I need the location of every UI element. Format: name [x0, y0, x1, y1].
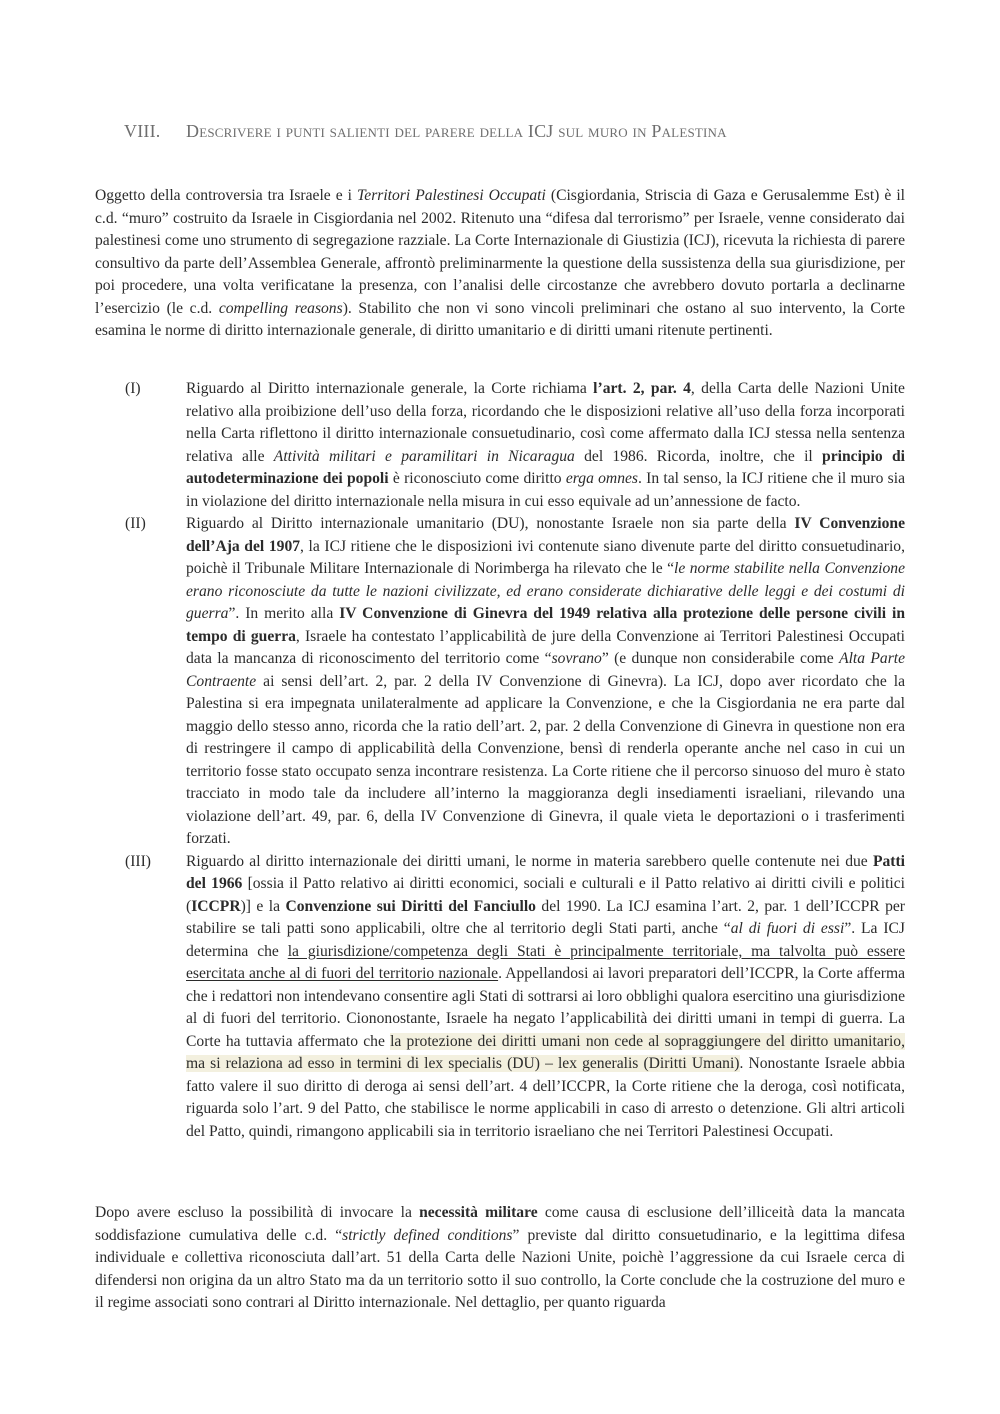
text-run: come causa di esclusione dell’illiceità data la mancata soddisfazione cumulativa delle c.d. “	[95, 1204, 905, 1244]
text-run: del 1990. La ICJ esamina l’art. 2, par. 1 dell’ICCPR per stabilire se tali patti sono applicabili, oltre che al territorio degli Stati parti, anche “	[186, 897, 906, 937]
text-run: le norme stabilite nella Convenzione erano riconosciute da tutte le nazioni civilizzate, ed erano considerate dichiarative delle leggi e dei costumi di guerra	[186, 560, 905, 622]
text-run: [ossia il Patto relativo ai diritti economici, sociali e culturali e il Patto relativo ai diritti civili e politici (	[186, 875, 905, 915]
text-run: IV Convenzione di Ginevra del 1949 relativa alla protezione delle persone civili in tempo di guerra	[186, 605, 905, 645]
text-run: principio di autodeterminazione dei popoli	[186, 447, 905, 487]
text-run: strictly defined conditions	[342, 1226, 513, 1244]
text-run: è riconosciuto come diritto	[388, 470, 566, 487]
list-item-text	[186, 513, 905, 851]
text-run: ” (e dunque non considerabile come	[601, 650, 840, 667]
text-run: sovrano	[551, 650, 602, 667]
text-run: del 1986. Ricorda, inoltre, che il	[574, 447, 823, 465]
section-number: VIII.	[124, 121, 161, 141]
closing-paragraph	[95, 1202, 905, 1315]
numbered-list	[95, 378, 905, 1143]
text-run: Attività militari e paramilitari in Nicaragua	[273, 447, 575, 465]
section-heading	[124, 120, 924, 143]
text-run: , della Carta delle Nazioni Unite relativo alla proibizione dell’uso della forza, ricordando che le disposizioni relative all’uso della forza incorporati nella Carta riflettono il diritto internazionale consuetudinario, così come affermato dalla ICJ stessa nella sentenza relativa alle	[186, 380, 905, 465]
text-run: , Israele ha contestato l’applicabilità de jure della Convenzione ai Territori Palestinesi Occupati data la mancanza di riconoscimento del territorio come “	[186, 627, 905, 667]
text-run: erga omnes	[565, 470, 638, 487]
text-run: Riguardo al Diritto internazionale umanitario (DU), nonostante Israele non sia parte della	[186, 515, 795, 532]
text-run: Territori Palestinesi Occupati	[357, 187, 546, 204]
list-item	[95, 378, 905, 513]
list-item-label: (I)	[125, 380, 141, 397]
text-run: . In tal senso, la ICJ ritiene che il muro sia in violazione del diritto internazionale nella misura in cui esso equivale ad un’annessione de facto.	[186, 470, 906, 510]
section-title: Descrivere i punti salienti del parere della ICJ sul muro in Palestina	[186, 121, 727, 141]
list-item	[95, 851, 905, 1144]
text-run: . Appellandosi ai lavori preparatori dell’ICCPR, la Corte afferma che i redattori non intendevano consentire agli Stati di sottrarsi ai loro obblighi qualora esercitino una giurisdizione al di fuori del territorio. Ciononostante, Israele ha negato l’applicabilità dei diritti umani in tempi di guerra. La Corte ha tuttavia affermato che	[186, 965, 905, 1050]
list-item-label: (II)	[125, 515, 146, 532]
text-run: . Nonostante Israele abbia fatto valere il suo diritto di deroga ai sensi dell’art. 4 dell’ICCPR, la Corte ritiene che la deroga, così notificata, riguarda solo l’art. 9 del Patto, che stabilisce le norme applicabili in caso di arresto o detenzione. Gli altri articoli del Patto, quindi, rimangono applicabili sia in territorio israeliano che nei Territori Palestinesi Occupati.	[186, 1055, 906, 1140]
text-run: Riguardo al diritto internazionale dei diritti umani, le norme in materia sarebbero quelle contenute nei due	[186, 852, 873, 870]
list-item-label: (III)	[125, 852, 151, 870]
text-run: ICCPR	[191, 897, 241, 915]
text-run: al di fuori di essi	[730, 920, 845, 937]
text-run: la giurisdizione/competenza degli Stati è principalmente territoriale, ma talvolta può essere esercitata anche al di fuori del territorio nazionale	[186, 942, 906, 982]
text-run: necessità militare	[419, 1204, 538, 1221]
list-item	[95, 513, 905, 851]
text-run: Riguardo al Diritto internazionale generale, la Corte richiama	[186, 380, 594, 397]
text-run: ). Stabilito che non vi sono vincoli preliminari che ostano al suo intervento, la Corte esamina le norme di diritto internazionale generale, di diritto umanitario e di diritti umani ritenute pertinenti.	[95, 299, 906, 339]
list-item-text	[186, 851, 905, 1144]
text-run: , la ICJ ritiene che le disposizioni ivi contenute siano divenute parte del diritto consuetudinario, poichè il Tribunale Militare Internazionale di Norimberga ha rilevato che le “	[186, 537, 905, 577]
text-run: la protezione dei diritti umani non cede al sopraggiungere del diritto umanitario, ma si relaziona ad esso in termini di lex specialis (DU) – lex generalis (Diritti Umani)	[186, 1032, 905, 1072]
text-run: ”. La ICJ determina che	[186, 920, 905, 960]
text-run: ” previste dal diritto consuetudinario, e la legittima difesa individuale e collettiva riconosciuta dall’art. 51 della Carta delle Nazioni Unite, poichè l’aggressione da cui Israele cerca di difendersi non origina da un altro Stato ma da un territorio sotto il suo controllo, la Corte conclude che la costruzione del muro e il regime associati sono contrari al Diritto internazionale. Nel dettaglio, per quanto riguarda	[95, 1226, 905, 1311]
text-run: Patti del 1966	[186, 852, 905, 892]
text-run: Convenzione sui Diritti del Fanciullo	[285, 897, 536, 915]
text-run: )] e la	[240, 897, 286, 915]
text-run: Dopo avere escluso la possibilità di invocare la	[95, 1204, 420, 1221]
text-run: compelling reasons	[218, 299, 343, 317]
text-run: Alta Parte Contraente	[186, 650, 906, 690]
intro-paragraph	[95, 185, 905, 343]
text-run: ai sensi dell’art. 2, par. 2 della IV Convenzione di Ginevra). La ICJ, dopo aver ricordato che la Palestina si era impegnata unilateralmente ad applicare la Convenzione, e che la Cisgiordania ne era parte dal maggio dello stesso anno, ricorda che la ratio dell’art. 2, par. 2 della Convenzione di Ginevra in questione non era di restringere il campo di applicabilità della Convenzione, bensì di renderla operante anche nel caso in cui un territorio fosse stato occupato senza incontrare resistenza. La Corte ritiene che il percorso sinuoso del muro è stato tracciato in modo tale da includere all’interno la maggioranza degli insediamenti israeliani, rilevando una violazione dell’art. 49, par. 6, della IV Convenzione di Ginevra, il quale vieta le deportazioni o i trasferimenti forzati.	[186, 672, 905, 847]
text-run: ”. In merito alla	[228, 605, 340, 622]
list-item-text	[186, 378, 905, 513]
text-run: (Cisgiordania, Striscia di Gaza e Gerusalemme Est) è il c.d. “muro” costruito da Israele in Cisgiordania nel 2002. Ritenuto una “difesa dal terrorismo” per Israele, venne considerato dai palestinesi come uno strumento di segregazione razziale. La Corte Internazionale di Giustizia (ICJ), ricevuta la richiesta di parere consultivo da parte dell’Assemblea Generale, affrontò preliminarmente la questione della sussistenza della sua giurisdizione, per poi procedere, una volta verificatane la presenza, con l’analisi delle circostanze che avrebbero dovuto portarla a declinarne l’esercizio (le c.d.	[95, 187, 906, 317]
text-run: IV Convenzione dell’Aja del 1907	[186, 515, 905, 555]
text-run: l’art. 2, par. 4	[593, 380, 691, 397]
text-run: Oggetto della controversia tra Israele e i	[95, 187, 358, 204]
